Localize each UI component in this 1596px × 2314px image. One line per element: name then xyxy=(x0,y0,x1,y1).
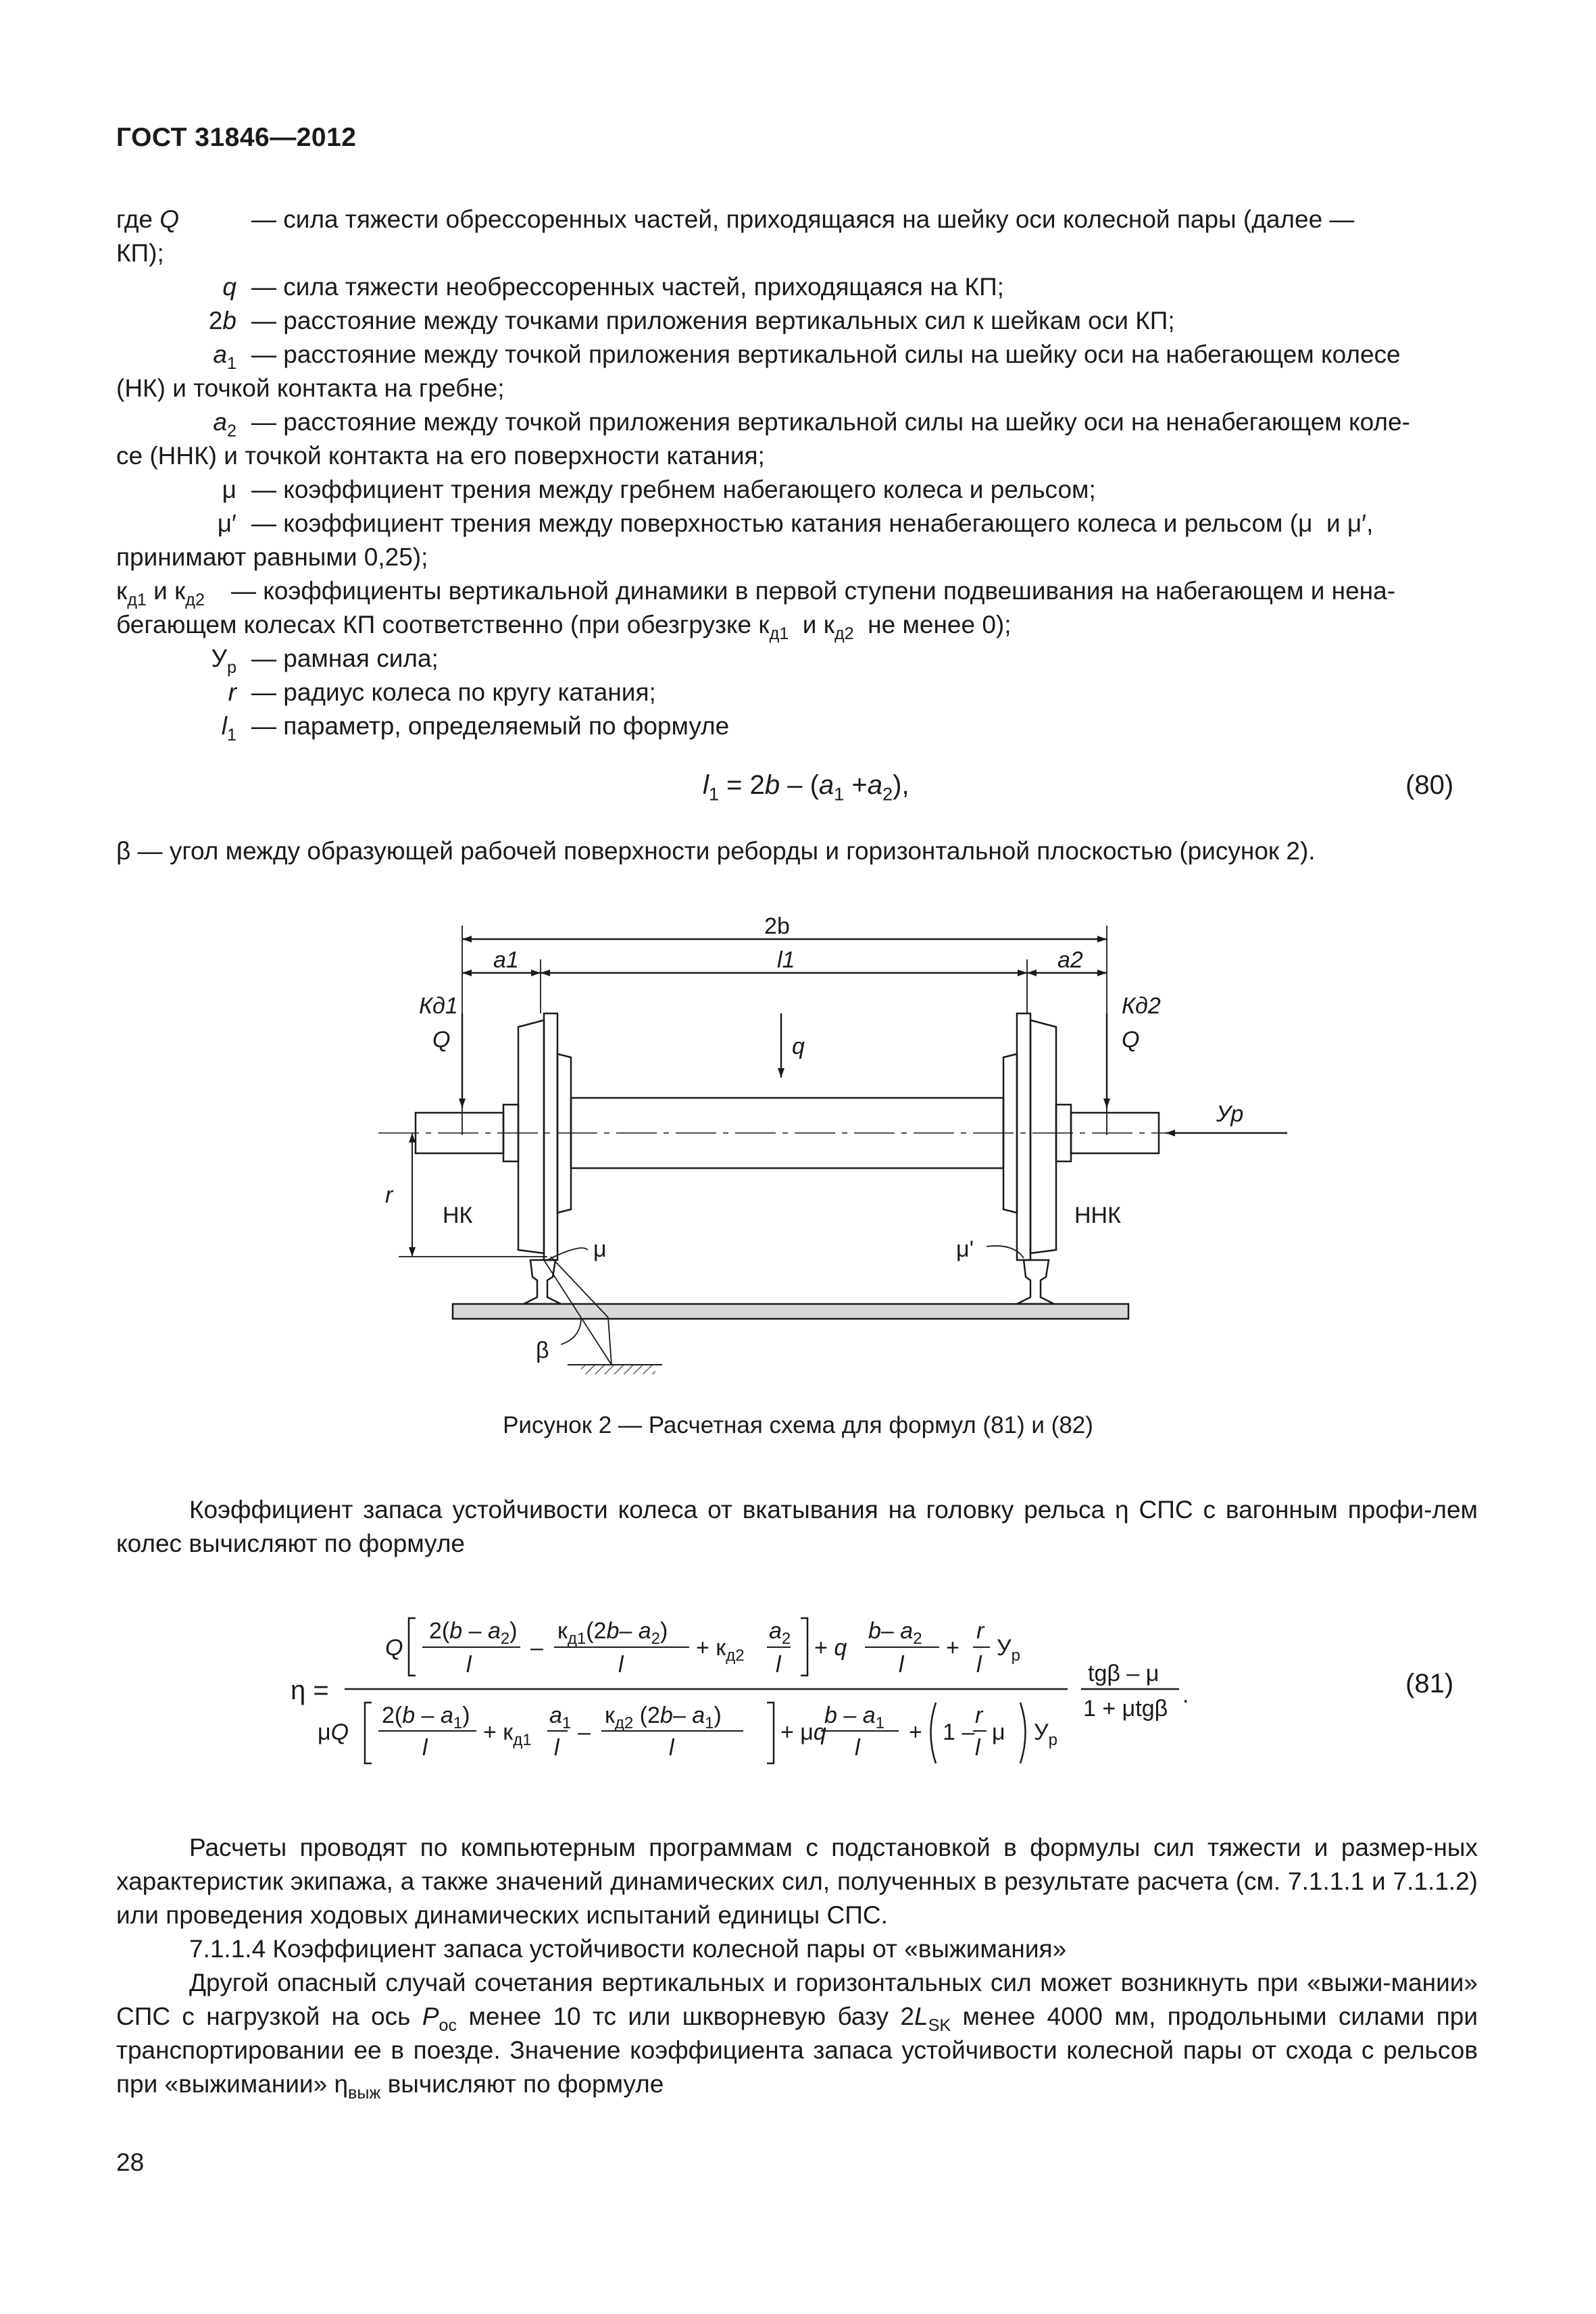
label-mu: μ xyxy=(593,1236,607,1262)
paragraph-calculations: Расчеты проводят по компьютерным программам с подстановкой в формулы сил тяжести и размер-ных характеристик экипажа, а также значений динамических сил, полученных в результате расчета (см. 7.1.1.1 и 7.1.1.2) или проведения ходовых динамических испытаний единицы СПС. xyxy=(116,1834,1478,1929)
svg-text:l: l xyxy=(466,1652,472,1678)
svg-text:μQ: μQ xyxy=(318,1719,349,1745)
svg-text:l: l xyxy=(899,1652,904,1678)
svg-text:l: l xyxy=(975,1735,980,1761)
definition-text: — параметр, определяемый по формуле xyxy=(251,712,730,740)
definition-row xyxy=(116,405,1478,439)
definition-row xyxy=(116,642,1478,676)
section-heading-7-1-1-4: 7.1.1.4 Коэффициент запаса устойчивости колесной пары от «выжимания» xyxy=(189,1935,1067,1963)
definition-continuation: КП); xyxy=(116,239,164,267)
svg-text:b– a2: b– $a_2$ xyxy=(868,1618,922,1648)
eta-symbol: η = xyxy=(291,1676,329,1705)
svg-text:l: l xyxy=(422,1735,428,1761)
definition-text: — расстояние между точкой приложения вертикальной силы на шейку оси на ненабегающем коле- xyxy=(251,408,1410,436)
svg-text:+: + xyxy=(946,1635,959,1661)
label-nk: НК xyxy=(443,1203,473,1228)
definition-row xyxy=(116,709,1478,743)
svg-text:tgβ – μ: tgβ – μ xyxy=(1088,1661,1159,1686)
svg-text:2(b – a2): $2(b - a_2)$ xyxy=(429,1618,518,1648)
document-code: ГОСТ 31846—2012 xyxy=(116,123,357,152)
label-nnk: ННК xyxy=(1074,1203,1121,1228)
svg-text:.: . xyxy=(1182,1682,1189,1708)
svg-text:Q: Q xyxy=(385,1635,403,1661)
definition-text: — коэффициенты вертикальной динамики в первой ступени подвешивания на набегающем и нена- xyxy=(231,577,1396,605)
paragraph-squeezing: Другой опасный случай сочетания вертикальных и горизонтальных сил может возникнуть при «выжи-мании» СПС с нагрузкой на ось $Р_{ос}$ менее 10 тс или шкворневую базу $2L_{SK}$ менее 4000 мм, продольными силами при транспортировании ее в поезде. Значение коэффициента запаса устойчивости колесной пары от схода с рельсов при «выжимании» $\eta_{выж}$ вычисляют по формуле xyxy=(116,1969,1478,2103)
definition-symbol: $a_2$ xyxy=(213,408,236,441)
label-q-right: Q xyxy=(1122,1027,1140,1053)
svg-text:r: r xyxy=(976,1618,984,1644)
label-a1: a1 xyxy=(493,947,519,973)
svg-text:2(b – a1): $2(b - a_1)$ xyxy=(382,1703,470,1732)
svg-text:+: + xyxy=(909,1719,922,1745)
definition-continuation: принимают равными 0,25); xyxy=(116,543,428,571)
svg-text:b – a1: b – $a_1$ xyxy=(824,1703,885,1732)
label-kd1: Кд1 xyxy=(419,993,458,1019)
svg-text:r: r xyxy=(975,1703,983,1728)
svg-text:1 + μtgβ: 1 + μtgβ xyxy=(1083,1696,1168,1721)
definition-symbol: $У_р$ xyxy=(211,645,236,677)
svg-text:l: l xyxy=(976,1652,982,1678)
equation-80: $l_1 = 2b - (a_1 +a_2)$, xyxy=(703,770,909,805)
svg-text:+ кд1: + $к_{д1}$ xyxy=(483,1719,532,1749)
equation-80-number: (80) xyxy=(1405,770,1454,800)
definition-text: — расстояние между точками приложения вертикальных сил к шейкам оси КП; xyxy=(251,307,1175,334)
svg-text:+ μq: + μq xyxy=(780,1719,826,1745)
definition-row xyxy=(116,473,1478,507)
label-2b: 2b xyxy=(764,913,790,939)
svg-text:кд1(2b– a2): $к_{д1}(2b-$ $a_2$) xyxy=(557,1618,668,1648)
definition-continuation: (НК) и точкой контакта на гребне; xyxy=(116,374,505,402)
definition-row xyxy=(116,203,1478,236)
label-yp: Ур xyxy=(1216,1101,1244,1127)
equation-81-number: (81) xyxy=(1405,1669,1454,1699)
svg-text:a1: $a_1$ xyxy=(549,1703,572,1732)
svg-text:кд2 (2b– a1): $к_{д2}$ (2b– $a_1$) xyxy=(605,1703,722,1732)
definition-row xyxy=(116,574,1478,608)
definition-continuation: бегающем колесах КП соответственно (при обезгрузке $к_{д1}$ и $к_{д2}$ не менее 0); xyxy=(116,611,1012,643)
svg-text:–: – xyxy=(530,1635,543,1661)
definition-symbol: q xyxy=(222,273,236,301)
svg-text:μ: μ xyxy=(992,1719,1005,1745)
svg-text:+ q: + q xyxy=(814,1635,847,1661)
definition-symbol: $a_1$ xyxy=(213,341,236,373)
label-q-center: q xyxy=(792,1034,805,1059)
definition-symbol: $к_{д1}$ и $к_{д2}$ xyxy=(116,577,205,609)
left-rail xyxy=(524,1260,561,1304)
definition-symbol: где Q xyxy=(116,205,180,233)
definition-continuation: се (ННК) и точкой контакта на его поверхности катания; xyxy=(116,442,765,470)
svg-text:l: l xyxy=(554,1735,559,1761)
definition-row xyxy=(116,507,1478,540)
beta-definition: β — угол между образующей рабочей поверхности реборды и горизонтальной плоскостью (рисунок 2). xyxy=(116,837,1316,865)
definition-row xyxy=(116,270,1478,304)
svg-text:a2: $a_2$ xyxy=(769,1618,791,1648)
svg-text:l: l xyxy=(669,1735,674,1761)
definition-text: — расстояние между точкой приложения вертикальной силы на шейку оси на набегающем колесе xyxy=(251,341,1401,368)
definition-symbol: r xyxy=(228,678,236,706)
right-wheel xyxy=(1017,1013,1030,1260)
svg-text:1 –: 1 – xyxy=(943,1719,975,1745)
definition-text: — сила тяжести обрессоренных частей, приходящаяся на шейку оси колесной пары (далее — xyxy=(251,205,1355,233)
label-q-left: Q xyxy=(432,1027,451,1053)
left-wheel xyxy=(518,1020,544,1253)
label-kd2: Кд2 xyxy=(1122,993,1161,1019)
definition-text: — коэффициент трения между поверхностью катания ненабегающего колеса и рельсом (μ и μ′, xyxy=(251,509,1374,537)
label-l1: l1 xyxy=(777,947,795,973)
definition-symbol: $l_1$ xyxy=(221,712,236,745)
wheelset-diagram xyxy=(378,912,1324,1399)
definition-text: — коэффициент трения между гребнем набегающего колеса и рельсом; xyxy=(251,476,1096,503)
definition-symbol: μ xyxy=(222,476,236,503)
paragraph-stability: Коэффициент запаса устойчивости колеса от вкатывания на головку рельса η СПС с вагонным профи-лем колес вычисляют по формуле xyxy=(116,1496,1478,1557)
definition-row xyxy=(116,304,1478,338)
svg-text:l: l xyxy=(855,1735,860,1761)
definition-row xyxy=(116,676,1478,709)
label-a2: a2 xyxy=(1057,947,1083,973)
svg-text:–: – xyxy=(578,1719,591,1745)
figure-caption: Рисунок 2 — Расчетная схема для формул (81) и (82) xyxy=(503,1412,1093,1438)
equation-81 xyxy=(270,1581,1216,1797)
definition-symbol: μ′ xyxy=(217,509,236,537)
ground-plate xyxy=(453,1304,1128,1319)
svg-text:Ур: $У_р$ xyxy=(997,1635,1020,1665)
label-mu-prime: μ' xyxy=(956,1236,974,1262)
definition-text: — сила тяжести необрессоренных частей, приходящаяся на КП; xyxy=(251,273,1004,301)
definition-text: — рамная сила; xyxy=(251,645,439,672)
definition-symbol: 2b xyxy=(208,307,236,334)
definition-row xyxy=(116,338,1478,372)
svg-text:l: l xyxy=(776,1652,781,1678)
right-rail xyxy=(1017,1260,1054,1304)
svg-text:+ кд2: + $к_{д2}$ xyxy=(696,1635,745,1665)
label-beta: β xyxy=(536,1338,549,1363)
definitions-list xyxy=(116,203,1478,743)
svg-text:Ур: $У_р$ xyxy=(1034,1719,1057,1749)
page-number: 28 xyxy=(116,2148,145,2176)
definition-text: — радиус колеса по кругу катания; xyxy=(251,678,656,706)
svg-text:l: l xyxy=(618,1652,624,1678)
label-r: r xyxy=(385,1182,393,1208)
